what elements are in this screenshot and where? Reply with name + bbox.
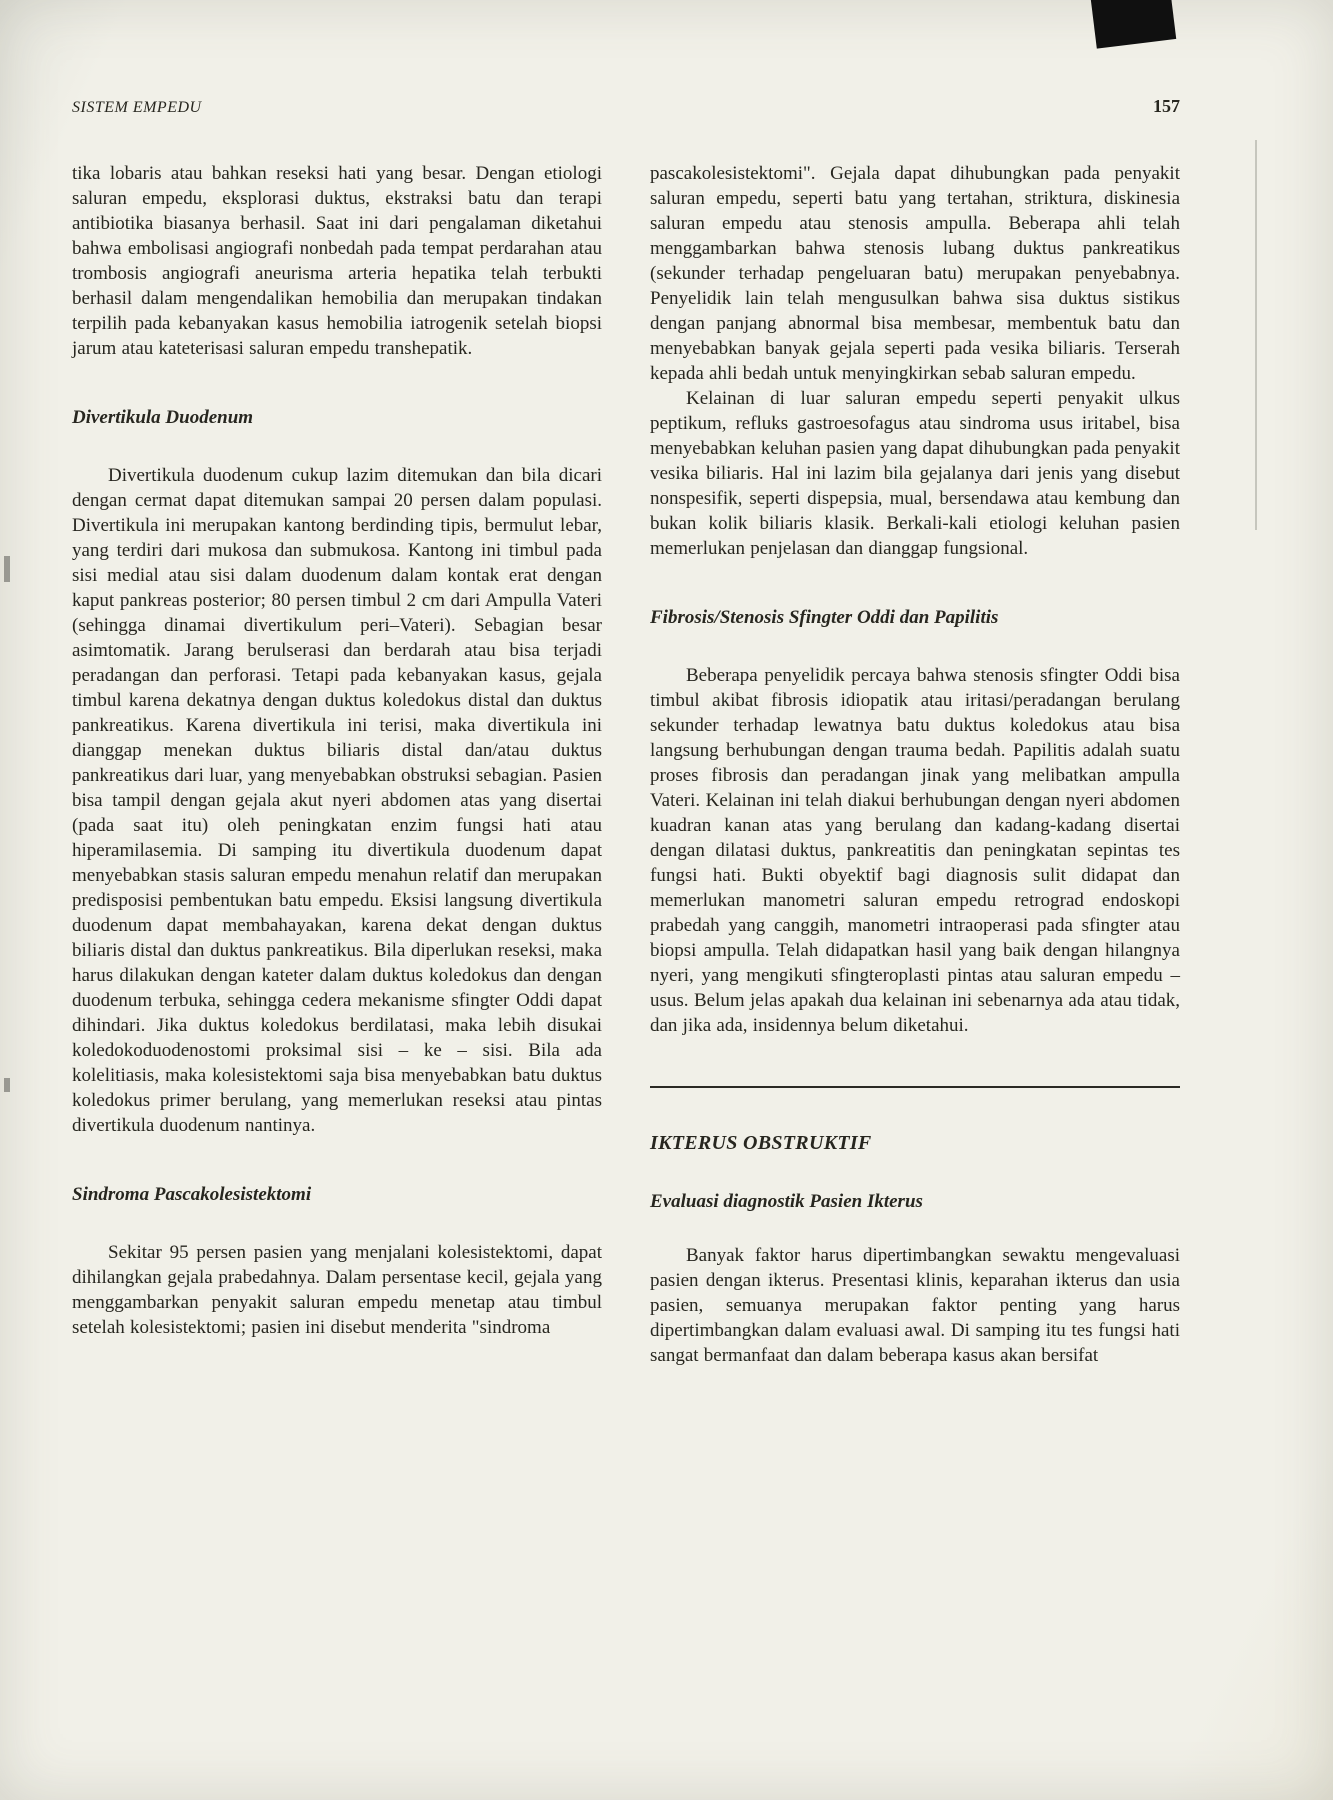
paragraph: Kelainan di luar saluran empedu seperti penyakit ulkus peptikum, refluks gastroesofagus atau sindroma usus iritabel, bisa menyebabkan keluhan pasien yang dapat dihubungkan pada penyakit vesika biliaris. Hal ini lazim bila gejalanya dari jenis yang disebut nonspesifik, seperti dispepsia, mual, bersendawa atau kembung dan bukan kolik biliaris klasik. Berkali-kali etiologi keluhan pasien memerlukan penjelasan dan dianggap fungsional. [650,388,1180,559]
scan-edge-artifact [4,1078,10,1092]
scan-ink-mark [1090,0,1176,49]
paragraph: Sekitar 95 persen pasien yang menjalani kolesistektomi, dapat dihilangkan gejala prabedahnya. Dalam persentase kecil, gejala yang menggambarkan penyakit saluran empedu menetap atau timbul setelah kolesistektomi; pasien ini disebut menderita "sindroma [72,1242,602,1338]
page-number: 157 [1153,96,1180,116]
section-divider [650,1086,1180,1088]
chapter-heading-ikterus-obstruktif: IKTERUS OBSTRUKTIF [650,1132,872,1154]
running-title: SISTEM EMPEDU [72,99,202,116]
page-header [72,96,1180,117]
paragraph: Banyak faktor harus dipertimbangkan sewaktu mengevaluasi pasien dengan ikterus. Presentasi klinis, keparahan ikterus dan usia pasien, semuanya merupakan faktor penting yang harus dipertimbangkan dalam evaluasi awal. Di samping itu tes fungsi hati sangat bermanfaat dan dalam beberapa kasus akan bersifat [650,1245,1180,1366]
paragraph: Beberapa penyelidik percaya bahwa stenosis sfingter Oddi bisa timbul akibat fibrosis idiopatik atau iritasi/peradangan berulang sekunder terhadap lewatnya batu duktus koledokus atau bisa langsung berhubungan dengan trauma bedah. Papilitis adalah suatu proses fibrosis dan peradangan jinak yang melibatkan ampulla Vateri. Kelainan ini telah diakui berhubungan dengan nyeri abdomen kuadran kanan atas yang berulang dan kadang-kadang disertai dengan dilatasi duktus, pankreatitis dan peningkatan sepintas tes fungsi hati. Bukti obyektif bagi diagnosis sulit didapat dan memerlukan manometri saluran empedu retrograd endoskopi prabedah yang canggih, manometri intraoperasi pada sfingter atau biopsi ampulla. Telah didapatkan hasil yang baik dengan hilangnya nyeri, yang mengikuti sfingteroplasti pintas atau saluran empedu – usus. Belum jelas apakah dua kelainan ini sebenarnya ada atau tidak, dan jika ada, insidennya belum diketahui. [650,665,1180,1036]
paragraph-continuation: tika lobaris atau bahkan reseksi hati yang besar. Dengan etiologi saluran empedu, eksplorasi duktus, ekstraksi batu dan terapi antibiotika biasanya berhasil. Saat ini dari pengalaman diketahui bahwa embolisasi angiografi nonbedah pada tempat perdarahan atau trombosis angiografi aneurisma arteria hepatika telah terbukti berhasil dalam mengendalikan hemobilia dan merupakan tindakan terpilih pada kebanyakan kasus hemobilia iatrogenik setelah biopsi jarum atau kateterisasi saluran empedu transhepatik. [72,163,602,359]
two-column-body [72,161,1180,1368]
paragraph: Divertikula duodenum cukup lazim ditemukan dan bila dicari dengan cermat dapat ditemukan sampai 20 persen dalam populasi. Divertikula ini merupakan kantong berdinding tipis, bermulut lebar, yang terdiri dari mukosa dan submukosa. Kantong ini timbul pada sisi medial atau sisi dalam duodenum dalam kontak erat dengan kaput pankreas posterior; 80 persen timbul 2 cm dari Ampulla Vateri (sehingga dinamai divertikulum peri–Vateri). Sebagian besar asimtomatik. Jarang berulserasi dan berdarah atau bisa terjadi peradangan dan perforasi. Tetapi pada kebanyakan kasus, gejala timbul karena dekatnya dengan duktus koledokus distal dan duktus pankreatikus. Karena divertikula ini terisi, maka divertikula ini dianggap menekan duktus biliaris distal dan/atau duktus pankreatikus dari luar, yang menyebabkan obstruksi sebagian. Pasien bisa tampil dengan gejala akut nyeri abdomen atas yang disertai (pada saat itu) oleh peningkatan enzim fungsi hati atau hiperamilasemia. Di samping itu divertikula duodenum dapat menyebabkan stasis saluran empedu menahun relatif dan merupakan predisposisi pembentukan batu empedu. Eksisi langsung divertikula duodenum dapat membahayakan, karena dekat dengan duktus biliaris distal dan duktus pankreatikus. Bila diperlukan reseksi, maka harus dilakukan dengan kateter dalam duktus koledokus dan dengan duodenum terbuka, sehingga cedera mekanisme sfingter Oddi dapat dihindari. Jika duktus koledokus berdilatasi, maka lebih disukai koledokoduodenostomi proksimal sisi – ke – sisi. Bila ada kolelitiasis, maka kolesistektomi saja bisa menyebabkan batu duktus koledokus primer berulang, yang memerlukan reseksi atau pintas divertikula duodenum nantinya. [72,465,602,1136]
section-heading-evaluasi-diagnostik: Evaluasi diagnostik Pasien Ikterus [650,1191,923,1212]
left-column [72,161,602,1368]
section-heading-divertikula-duodenum: Divertikula Duodenum [72,407,254,428]
right-column [650,161,1180,1368]
paragraph-continuation: pascakolesistektomi". Gejala dapat dihubungkan pada penyakit saluran empedu, seperti batu yang tertahan, striktura, diskinesia saluran empedu atau stenosis ampulla. Beberapa ahli telah menggambarkan bahwa stenosis lubang duktus pankreatikus (sekunder terhadap pengeluaran batu) merupakan penyebabnya. Penyelidik lain telah mengusulkan bahwa sisa duktus sistikus dengan panjang abnormal bisa membesar, membentuk batu dan menyebabkan banyak gejala seperti pada vesika biliaris. Terserah kepada ahli bedah untuk menyingkirkan sebab saluran empedu. [650,163,1180,384]
scan-edge-line [1255,140,1257,530]
section-heading-sindroma-pascakolesistektomi: Sindroma Pascakolesistektomi [72,1184,312,1205]
scan-edge-artifact [4,556,10,582]
section-heading-fibrosis-stenosis: Fibrosis/Stenosis Sfingter Oddi dan Papilitis [650,607,999,628]
